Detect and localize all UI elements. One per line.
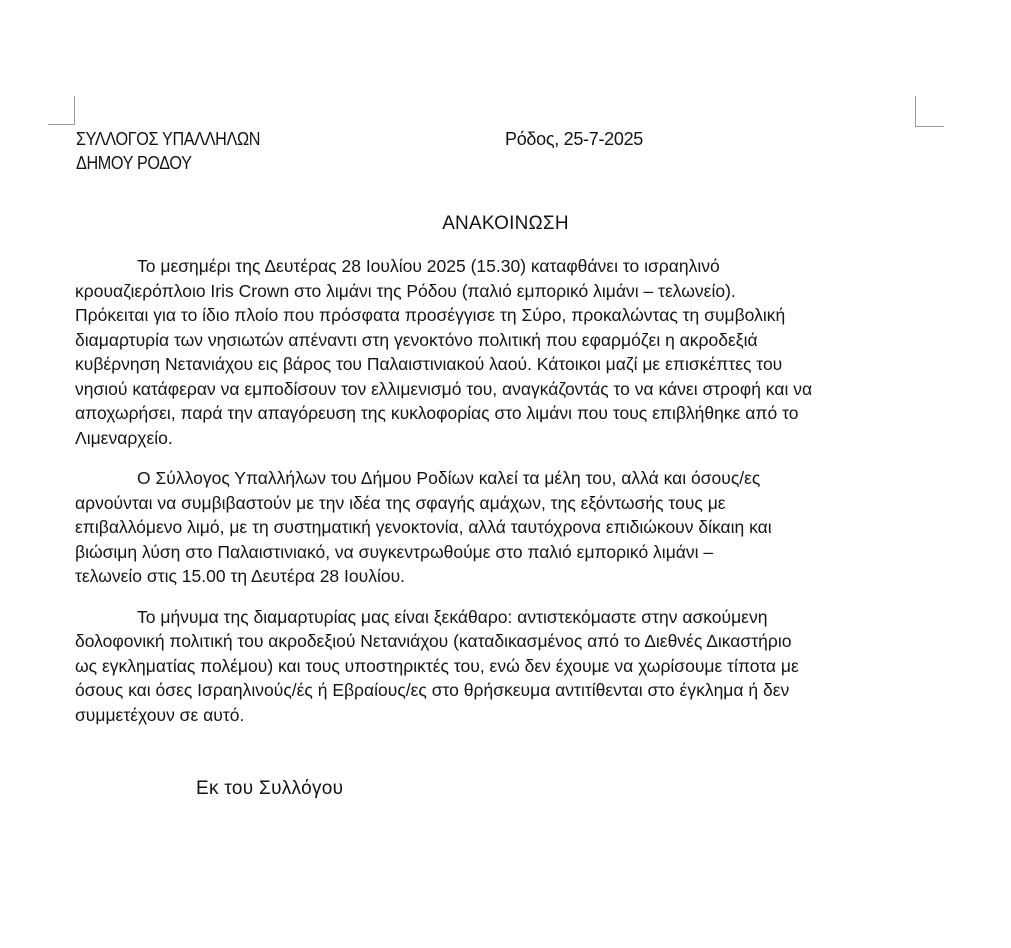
paragraph-3 — [75, 605, 875, 728]
crop-mark-top-right — [915, 96, 944, 127]
paragraph-2 — [75, 466, 875, 589]
text-line: συμμετέχουν σε αυτό. — [75, 704, 245, 725]
text-line: ως εγκληματίας πολέμου) και τους υποστηρικτές του, ενώ δεν έχουμε να χωρίσουμε τίποτα με — [75, 655, 799, 676]
text-line: Το μεσημέρι της Δευτέρας 28 Ιουλίου 2025 (15.30) καταφθάνει το ισραηλινό — [137, 256, 720, 276]
text-line: νησιού κατάφεραν να εμποδίσουν τον ελλιμενισμό του, αναγκάζοντάς το να κάνει στροφή και να — [75, 378, 813, 399]
org-name-line-1: ΣΥΛΛΟΓΟΣ ΥΠΑΛΛΗΛΩΝ — [76, 129, 261, 149]
organization-header — [76, 127, 260, 175]
text-line: επιβαλλόμενο λιμό, με τη συστηματική γενοκτονία, αλλά ταυτόχρονα επιδιώκουν δίκαιη και — [75, 517, 772, 537]
text-line: βιώσιμη λύση στο Παλαιστινιακό, να συγκεντρωθούμε στο παλιό εμπορικό λιμάνι – — [75, 541, 714, 562]
text-line: αρνούνται να συμβιβαστούν με την ιδέα της σφαγής αμάχων, της εξόντωσής τους με — [75, 492, 726, 513]
document-body — [75, 254, 875, 743]
text-line: όσους και όσες Ισραηλινούς/ές ή Εβραίους/ες στο θρήσκευμα αντιτίθενται στο έγκλημα ή δεν — [75, 680, 790, 700]
text-line: δολοφονική πολιτική του ακροδεξιού Νετανιάχου (καταδικασμένος από το Διεθνές Δικαστήριο — [75, 631, 792, 651]
text-line: κρουαζιερόπλοιο Iris Crown στο λιμάνι της Ρόδου (παλιό εμπορικό λιμάνι – τελωνείο). — [75, 280, 736, 301]
document-title: ΑΝΑΚΟΙΝΩΣΗ — [442, 213, 569, 234]
text-line: Το μήνυμα της διαμαρτυρίας μας είναι ξεκάθαρο: αντιστεκόμαστε στην ασκούμενη — [137, 606, 768, 627]
place-date: Ρόδος, 25-7-2025 — [505, 129, 643, 149]
text-line: Πρόκειται για το ίδιο πλοίο που πρόσφατα προσέγγισε τη Σύρο, προκαλώντας τη συμβολική — [75, 305, 786, 325]
text-line: διαμαρτυρία των νησιωτών απέναντι στη γενοκτόνο πολιτική που εφαρμόζει η ακροδεξιά — [75, 329, 758, 350]
text-line: τελωνείο στις 15.00 τη Δευτέρα 28 Ιουλίου. — [75, 566, 405, 586]
text-line: Λιμεναρχείο. — [75, 427, 173, 448]
text-line: αποχωρήσει, παρά την απαγόρευση της κυκλοφορίας στο λιμάνι που τους επιβλήθηκε από το — [75, 403, 799, 423]
signature-line: Εκ του Συλλόγου — [196, 778, 344, 799]
org-name-line-2: ΔΗΜΟΥ ΡΟΔΟΥ — [76, 153, 192, 173]
paragraph-1 — [75, 254, 875, 450]
text-line: Ο Σύλλογος Υπαλλήλων του Δήμου Ροδίων καλεί τα μέλη του, αλλά και όσους/ες — [137, 468, 761, 488]
crop-mark-top-left — [48, 96, 75, 125]
text-line: κυβέρνηση Νετανιάχου εις βάρος του Παλαιστινιακού λαού. Κάτοικοι μαζί με επισκέπτες του — [75, 354, 783, 374]
